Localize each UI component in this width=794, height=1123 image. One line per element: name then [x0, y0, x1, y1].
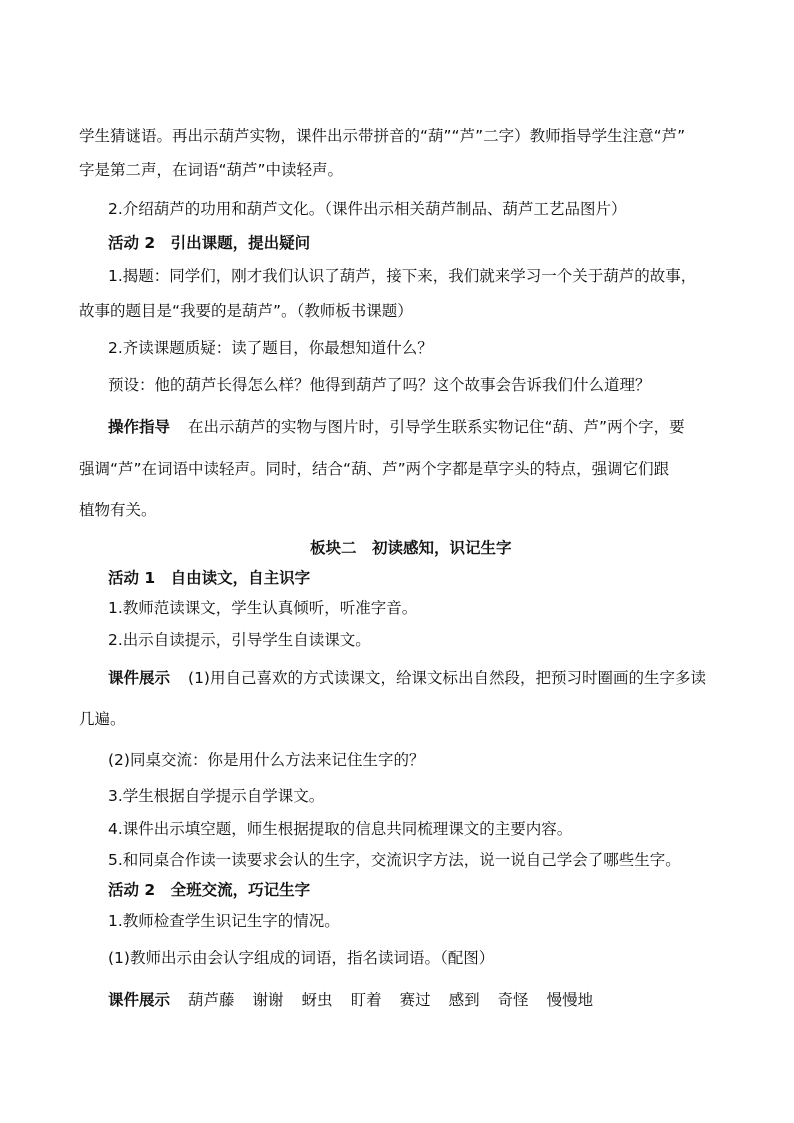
word-item: 慢慢地	[546, 991, 594, 1009]
activity-2-heading: 活动 2 引出课题，提出疑问	[108, 234, 311, 252]
words-line	[0, 989, 794, 1011]
section-2-title: 板块二 初读感知，识记生字	[310, 539, 512, 557]
word-item: 谢谢	[252, 991, 284, 1009]
section-2-activity-2-heading: 活动 2 全班交流，巧记生字	[108, 881, 311, 899]
guide-text: 在出示葫芦的实物与图片时，引导学生联系实物记住“葫、芦”两个字，要	[188, 418, 685, 436]
activity-2-item-1-line-2: 故事的题目是“我要的是葫芦”。（教师板书课题）	[79, 302, 413, 320]
word-item: 感到	[448, 991, 480, 1009]
guide-line-1	[0, 416, 794, 438]
word-item: 盯着	[350, 991, 382, 1009]
section-2-activity-1-item-5: 5.和同桌合作读一读要求会认的生字，交流识字方法，说一说自己学会了哪些生字。	[108, 851, 681, 869]
section-2-activity-1-item-1: 1.教师范读课文，学生认真倾听，听准字音。	[108, 599, 418, 617]
courseware-line-1	[0, 667, 794, 689]
guide-line-2: 强调“芦”在词语中读轻声。同时，结合“葫、芦”两个字都是草字头的特点，强调它们跟	[79, 460, 670, 478]
section-2-activity-1-item-3: 3.学生根据自学提示自学课文。	[108, 787, 325, 805]
section-2-activity-1-item-4: 4.课件出示填空题，师生根据提取的信息共同梳理课文的主要内容。	[108, 820, 573, 838]
activity-2-item-1-line-1: 1.揭题：同学们，刚才我们认识了葫芦，接下来，我们就来学习一个关于葫芦的故事，	[108, 267, 697, 285]
intro-line-2: 字是第二声，在词语“葫芦”中读轻声。	[79, 161, 344, 179]
words-label: 课件展示	[108, 991, 171, 1009]
word-item: 蚜虫	[301, 991, 333, 1009]
intro-line-1: 学生猜谜语。再出示葫芦实物，课件出示带拼音的“葫”“芦”二字）教师指导学生注意“芦”	[79, 127, 686, 145]
courseware-label: 课件展示	[108, 669, 171, 687]
word-item: 葫芦藤	[188, 991, 235, 1009]
section-2-activity-2-sub-1: (1)教师出示由会认字组成的词语，指名读词语。（配图）	[108, 949, 495, 967]
activity-2-item-2: 2.齐读课题质疑：读了题目，你最想知道什么？	[108, 339, 433, 357]
section-2-activity-2-item-1: 1.教师检查学生识记生字的情况。	[108, 912, 340, 930]
section-2-activity-1-item-2: 2.出示自读提示，引导学生自读课文。	[108, 631, 371, 649]
guide-line-3: 植物有关。	[79, 501, 157, 519]
item-2: 2.介绍葫芦的功用和葫芦文化。（课件出示相关葫芦制品、葫芦工艺品图片）	[108, 200, 627, 218]
word-list	[188, 991, 593, 1009]
courseware-item-2: (2)同桌交流：你是用什么方法来记住生字的？	[108, 751, 425, 769]
courseware-text: (1)用自己喜欢的方式读课文，给课文标出自然段，把预习时圈画的生字多读	[188, 669, 706, 687]
section-2-activity-1-heading: 活动 1 自由读文，自主识字	[108, 569, 311, 587]
courseware-line-2: 几遍。	[79, 710, 126, 728]
word-item: 赛过	[399, 991, 431, 1009]
preset-line: 预设：他的葫芦长得怎么样？他得到葫芦了吗？这个故事会告诉我们什么道理？	[108, 376, 651, 394]
guide-label: 操作指导	[108, 418, 171, 436]
word-item: 奇怪	[497, 991, 529, 1009]
